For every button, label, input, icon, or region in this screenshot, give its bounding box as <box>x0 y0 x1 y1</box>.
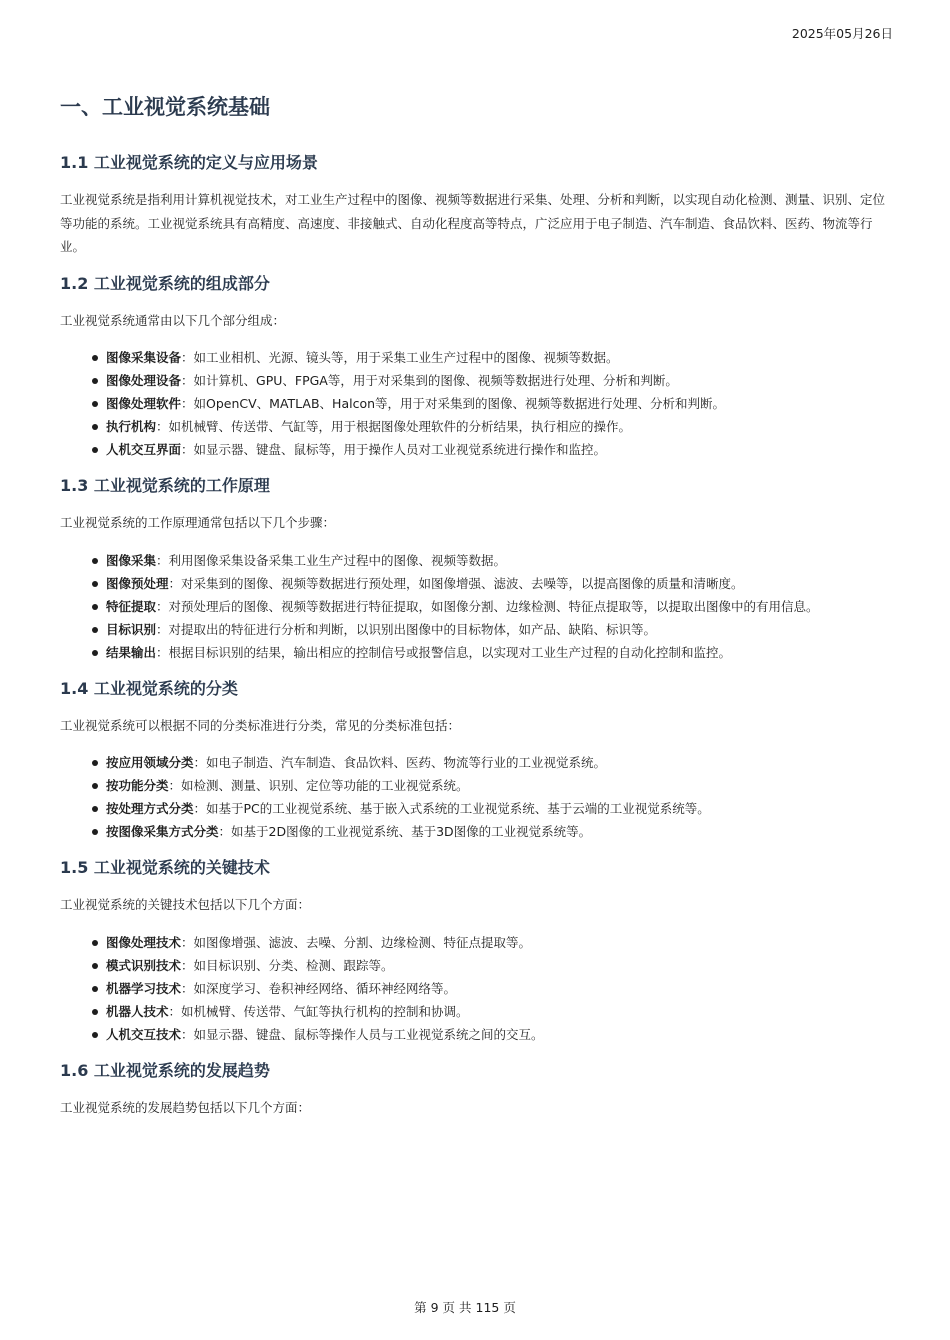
list-item-text: ：对提取出的特征进行分析和判断，以识别出图像中的目标物体，如产品、缺陷、标识等。 <box>156 621 657 637</box>
list-item <box>60 820 890 843</box>
list-item-term: 按图像采集方式分类 <box>106 824 219 839</box>
list-item-text: ：根据目标识别的结果，输出相应的控制信号或报警信息，以实现对工业生产过程的自动化控制和监控。 <box>156 644 732 660</box>
list-item-text: ：对预处理后的图像、视频等数据进行特征提取，如图像分割、边缘检测、特征点提取等，以提取出图像中的有用信息。 <box>156 598 819 614</box>
section <box>60 678 890 844</box>
list-item-text: ：如电子制造、汽车制造、食品饮料、医药、物流等行业的工业视觉系统。 <box>193 755 607 770</box>
list-item-term: 图像采集 <box>106 552 157 568</box>
list-item-text: ：如目标识别、分类、检测、跟踪等。 <box>181 957 394 973</box>
list-item <box>60 369 890 392</box>
section <box>60 475 890 664</box>
list-item <box>60 977 890 1000</box>
section-intro: 工业视觉系统通常由以下几个部分组成： <box>60 312 286 328</box>
list-item <box>60 415 890 438</box>
list-item-term: 图像预处理 <box>106 575 169 591</box>
section-heading: 1.2 工业视觉系统的组成部分 <box>60 273 270 293</box>
section-heading: 1.3 工业视觉系统的工作原理 <box>60 476 270 495</box>
list-item <box>60 392 890 415</box>
sections-container <box>60 152 890 1119</box>
list-item-text: ：如基于PC的工业视觉系统、基于嵌入式系统的工业视觉系统、基于云端的工业视觉系统等。 <box>193 801 710 816</box>
list-item-term: 人机交互界面 <box>106 442 182 457</box>
section <box>60 273 890 462</box>
section-heading: 1.1 工业视觉系统的定义与应用场景 <box>60 153 318 172</box>
list-item-text: ：如深度学习、卷积神经网络、循环神经网络等。 <box>181 980 457 996</box>
document-content <box>60 92 890 1133</box>
list-item-text: ：如工业相机、光源、镜头等，用于采集工业生产过程中的图像、视频等数据。 <box>181 350 619 365</box>
list-item-text: ：如检测、测量、识别、定位等功能的工业视觉系统。 <box>168 778 469 793</box>
section-heading: 1.6 工业视觉系统的发展趋势 <box>60 1060 270 1080</box>
section <box>60 152 890 259</box>
list-item <box>60 751 890 774</box>
chapter-title: 一、工业视觉系统基础 <box>60 95 270 119</box>
list-item <box>60 572 890 595</box>
list-item-text: ：如显示器、键盘、鼠标等操作人员与工业视觉系统之间的交互。 <box>181 1026 544 1042</box>
list-item-text: ：利用图像采集设备采集工业生产过程中的图像、视频等数据。 <box>156 552 507 568</box>
section-intro: 工业视觉系统的关键技术包括以下几个方面： <box>60 897 311 912</box>
list-item-term: 模式识别技术 <box>106 957 182 973</box>
section-intro: 工业视觉系统可以根据不同的分类标准进行分类，常见的分类标准包括： <box>60 717 461 733</box>
list-item-term: 人机交互技术 <box>106 1026 182 1042</box>
list-item <box>60 797 890 820</box>
list-item-term: 图像处理软件 <box>106 396 182 411</box>
list-item-term: 图像处理技术 <box>106 934 182 950</box>
list-item <box>60 1023 890 1046</box>
list-item-term: 机器人技术 <box>106 1003 169 1019</box>
list-item-term: 按处理方式分类 <box>106 801 194 816</box>
list-item-text: ：如图像增强、滤波、去噪、分割、边缘检测、特征点提取等。 <box>181 934 532 950</box>
section-intro: 工业视觉系统的工作原理通常包括以下几个步骤： <box>60 515 336 530</box>
list-item-term: 按应用领域分类 <box>106 755 194 770</box>
list-item-term: 按功能分类 <box>106 778 169 793</box>
section-intro: 工业视觉系统的发展趋势包括以下几个方面： <box>60 1099 311 1115</box>
list-item-text: ：如机械臂、传送带、气缸等执行机构的控制和协调。 <box>168 1003 469 1019</box>
bullet-list <box>60 931 890 1046</box>
list-item <box>60 774 890 797</box>
list-item-text: ：如计算机、GPU、FPGA等，用于对采集到的图像、视频等数据进行处理、分析和判断。 <box>181 373 678 388</box>
page-footer: 第 9 页 共 115 页 <box>414 1300 516 1315</box>
section-intro: 工业视觉系统是指利用计算机视觉技术，对工业生产过程中的图像、视频等数据进行采集、处理、分析和判断，以实现自动化检测、测量、识别、定位等功能的系统。工业视觉系统具有高精度、高速度、非接触式、自动化程度高等特点，广泛应用于电子制造、汽车制造、食品饮料、医药、物流等行业。 <box>60 192 886 254</box>
list-item-term: 特征提取 <box>106 598 157 614</box>
list-item <box>60 549 890 572</box>
list-item <box>60 1000 890 1023</box>
list-item-term: 结果输出 <box>106 644 157 660</box>
list-item <box>60 641 890 664</box>
list-item-text: ：如显示器、键盘、鼠标等，用于操作人员对工业视觉系统进行操作和监控。 <box>181 442 607 457</box>
list-item <box>60 346 890 369</box>
section-heading: 1.4 工业视觉系统的分类 <box>60 678 238 698</box>
bullet-list <box>60 346 890 461</box>
section <box>60 1060 890 1120</box>
list-item <box>60 618 890 641</box>
bullet-list <box>60 751 890 843</box>
bullet-list <box>60 549 890 664</box>
list-item <box>60 931 890 954</box>
section-heading: 1.5 工业视觉系统的关键技术 <box>60 858 270 877</box>
list-item-term: 图像采集设备 <box>106 350 182 365</box>
list-item-term: 执行机构 <box>106 419 157 434</box>
list-item-term: 图像处理设备 <box>106 373 182 388</box>
list-item-term: 目标识别 <box>106 621 157 637</box>
section <box>60 857 890 1046</box>
list-item-text: ：如机械臂、传送带、气缸等，用于根据图像处理软件的分析结果，执行相应的操作。 <box>156 419 632 434</box>
list-item <box>60 954 890 977</box>
list-item <box>60 438 890 461</box>
list-item <box>60 595 890 618</box>
list-item-term: 机器学习技术 <box>106 980 182 996</box>
list-item-text: ：如基于2D图像的工业视觉系统、基于3D图像的工业视觉系统等。 <box>218 824 592 839</box>
document-date: 2025年05月26日 <box>791 26 893 41</box>
list-item-text: ：如OpenCV、MATLAB、Halcon等，用于对采集到的图像、视频等数据进行处理、分析和判断。 <box>181 396 726 411</box>
list-item-text: ：对采集到的图像、视频等数据进行预处理，如图像增强、滤波、去噪等，以提高图像的质量和清晰度。 <box>168 575 744 591</box>
